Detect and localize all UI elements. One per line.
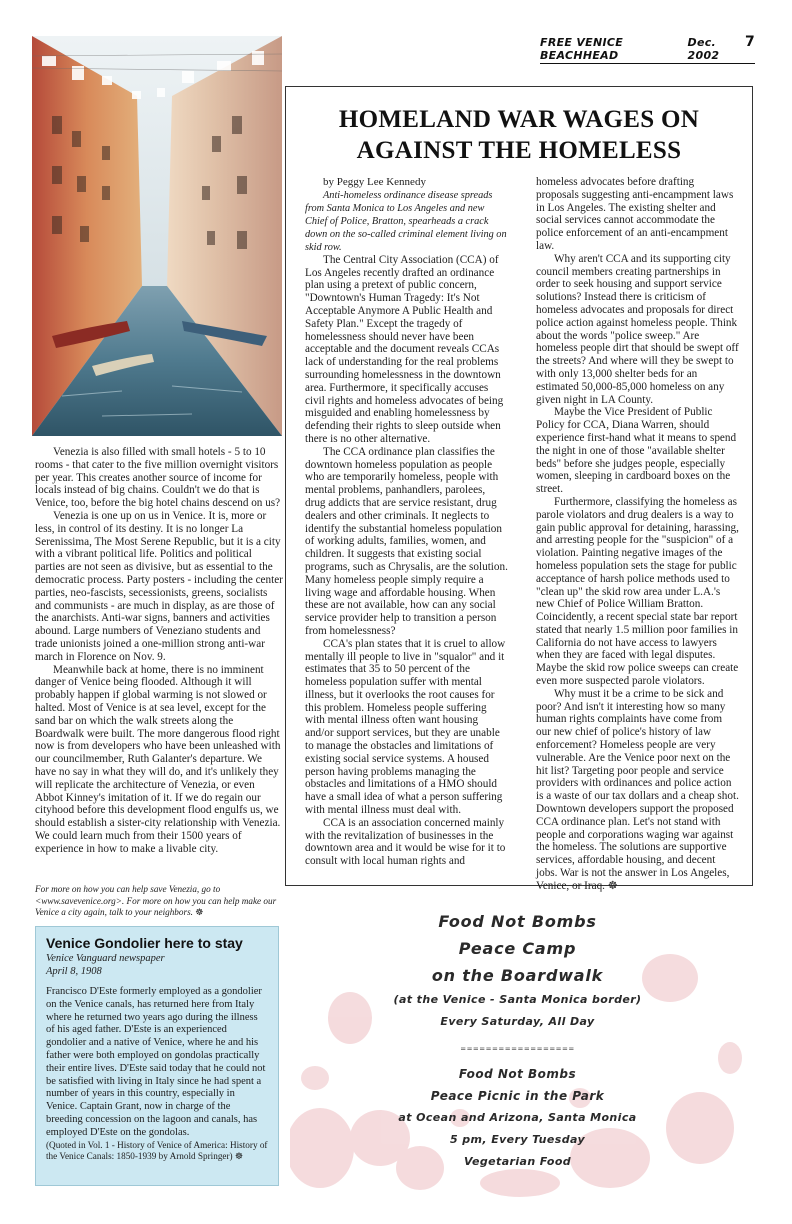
article-headline — [296, 104, 742, 166]
divider: ================== — [460, 1045, 575, 1053]
event-title: Food Not Bombs — [438, 912, 597, 931]
event-location: at Ocean and Arizona, Santa Monica — [398, 1111, 637, 1124]
paragraph: Why must it be a crime to be sick and poor? And isn't it interesting how so many human rights complaints have come from our new chief of police's history of law enforcement? Homeless people are very vulnerable. Are the Venice poor next on the hit list? Targeting poor people and service providers with ordinances and police action is a waste of our tax dollars and a cheap shot. Downtown developers support the proposed CCA ordinance plan. Let's not stand with people and corporations waging war against the homeless. The solutions are supportive services, affordable housing, and decent jobs. War is not the answer in Los Angeles, Venice, or Iraq. ☸ — [536, 687, 739, 892]
venice-footnote: For more on how you can help save Venezia, go to <www.savevenice.org>. For more on how you can help make our Venice a city again, talk to your neighbors. ☸ — [35, 884, 277, 917]
byline: by Peggy Lee Kennedy — [323, 176, 426, 188]
paragraph: CCA is an association concerned mainly with the revitalization of businesses in the downtown area and it would be wise for it to consult with local human rights and — [305, 816, 506, 868]
paragraph: The Central City Association (CCA) of Los Angeles recently drafted an ordinance plan using a pretext of public concern, "Downtown's Human Tragedy: It's Not Acceptable Anymore A Public Health and Safety Plan." Except the tragedy of homelessness should never have been acceptable and the document reveals CCAs lack of understanding for the real problems surrounding homelessness in the downtown area. Furthermore, it specifically accuses civil rights and homeless advocates of being misguided and enabling homelessness by defending their rights to sleep outside when there is no other alternative. — [305, 253, 504, 445]
page-number: 7 — [744, 34, 755, 50]
paragraph: Maybe the Vice President of Public Policy for CCA, Diana Warren, should experience first-hand what it means to spend the night in one of those "available shelter beds" before she judges people, especially women, sleeping in cardboard boxes on the street. — [536, 406, 737, 496]
sidebar-body: Francisco D'Este formerly employed as a gondolier on the Venice canals, has returned here from Italy where he returned two years ago during the illness of his aged father. D'Este is an experienced gondolier and a native of Venice, where he and his father were both employed on gondolas practically their entire lives. D'Este said today that he could not be satisfied with living in Italy since he had spent a number of years in this country, especially in Venice. Captain Grant, now in charge of the breeding concession on the lagoon and canals, has employed D'Este on the gondolas. — [46, 986, 266, 1138]
article-column-1 — [305, 176, 508, 868]
venice-canal-painting — [32, 36, 282, 436]
food-not-bombs-notice — [290, 898, 745, 1198]
paragraph: homeless advocates before drafting proposals suggesting anti-encampment laws in Los Angeles. The existing shelter and social services cannot accommodate the police enforcement of an anti-encampment law. — [536, 176, 734, 252]
event-schedule: 5 pm, Every Tuesday — [449, 1133, 586, 1146]
headline-line: HOMELAND WAR WAGES ON — [338, 106, 700, 133]
article-deck: Anti-homeless ordinance disease spreads from Santa Monica to Los Angeles and new Chief of Police, Bratton, spearheads a crack down on the so-called criminal element living on skid row. — [305, 189, 507, 253]
event-schedule: Every Saturday, All Day — [440, 1015, 595, 1028]
paragraph: Venezia is also filled with small hotels - 5 to 10 rooms - that cater to the five million overnight visitors per year. This creates another source of income for locals instead of big chains. Couldn't we do that is Venice, too, before the big hotel chains descend on us? — [35, 446, 281, 510]
event-title: Food Not Bombs — [458, 1067, 577, 1081]
paragraph: Venezia is one up on us in Venice. It is, more or less, in control of its destiny. It is no longer La Serenissima, The Most Serene Republic, but it is a city with a vibrant political life. Politics and political parties are not seen as divisive, but as essential to the democratic process. Party posters - including the center parties, neo-fascists, secessionists, greens, socialists and communists - are much in display, as are those of the anarchists. Anti-war signs, banners and activities abound. Large numbers of Veneziano students and trade unionists joined a one-million strong anti-war march in Florence on Nov. 9. — [35, 509, 283, 663]
paragraph: Furthermore, classifying the homeless as parole violators and drug dealers is a way to gain public approval for detaining, harassing, and arresting people for the "suspicion" of a violation. Painting negative images of the homeless population sets the stage for public acceptance of harsh police methods used to "clean up" the skid row area under L.A.'s new Chief of Police William Bratton. Coincidently, a recent special state bar report stated that nearly 1.5 million poor families in California do not have access to lawyers when they are faced with legal disputes. Maybe the skid row police sweeps can create even more suspected parole violators. — [536, 495, 739, 688]
paragraph: CCA's plan states that it is cruel to allow mentally ill people to live in "squalor" and it estimates that 35 to 50 percent of the homeless population suffer with mental illness, but it overlooks the root causes for this problem. Homeless people suffering with mental illness often want housing and/or support services, but they are unable to manage the obstacles and limitations of existing social service systems. A housed person having problems managing the obstacles and limitations of a HMO should have a small idea of what a person suffering with mental illness must deal with. — [305, 637, 506, 817]
event-name: Peace Camp — [458, 939, 577, 958]
event-location-detail: (at the Venice - Santa Monica border) — [393, 993, 642, 1006]
venice-article-continuation — [35, 446, 283, 856]
paragraph: The CCA ordinance plan classifies the downtown homeless population as people who are temporarily homeless, people with mental problems, panhandlers, parolees, drug addicts that are service resistant, drug dealers and other criminals. It neglects to identify the substantial homeless population of working adults, families, women, and children. It suggests that existing social programs, such as Chrysalis, are the solution. Many homeless people simply require a living wage and affordable housing. When these are not available, how can any social service provider help to transition a person from homelessness? — [305, 445, 508, 637]
event-location: on the Boardwalk — [431, 966, 604, 985]
sidebar-citation: (Quoted in Vol. 1 - History of Venice of America: History of the Venice Canals: 1850-1939 by Arnold Springer) ☸ — [46, 1139, 268, 1162]
page-header — [540, 34, 755, 64]
headline-line: AGAINST THE HOMELESS — [356, 137, 682, 164]
sidebar-date: April 8, 1908 — [46, 965, 102, 977]
gondolier-sidebar — [35, 926, 279, 1186]
paragraph: Why aren't CCA and its supporting city council members creating partnerships in order to seek housing and support service solutions? Instead there is criticism of homeless advocates and proposals for direct police action against homeless people. Think about the words "police sweep." Are homeless people dirt that should be swept off the streets? And where will they be swept to with only 13,000 shelter beds for an estimated 50,000-85,000 homeless on any given night in LA County. — [536, 252, 739, 406]
event-note: Vegetarian Food — [463, 1155, 572, 1168]
publication-name: FREE VENICE BEACHHEAD — [540, 36, 624, 62]
article-column-2 — [536, 176, 739, 893]
sidebar-title: Venice Gondolier here to stay — [46, 935, 243, 951]
issue-date: Dec. 2002 — [687, 36, 720, 62]
event-name: Peace Picnic in the Park — [430, 1089, 605, 1103]
paragraph: Meanwhile back at home, there is no imminent danger of Venice being flooded. Although it will probably happen if global warming is not slowed or halted. Most of Venice is at sea level, except for the sand bar on which the walk streets along the Boardwalk were built. The more dangerous flood right now is from developers who have been unleashed with our councilmember, Ruth Galanter's departure. We have no say in what they will do, and it's unlikely they will replicate the architecture of Venezia, or even Abbot Kinney's imitation of it. If we do regain our cityhood before this development flood engulfs us, we should establish a sister-city relationship with Venezia. We could learn much from their 1500 years of experience in how to make a livable city. — [35, 663, 281, 855]
event-listing — [290, 912, 745, 1177]
sidebar-source: Venice Vanguard newspaper — [46, 953, 165, 964]
